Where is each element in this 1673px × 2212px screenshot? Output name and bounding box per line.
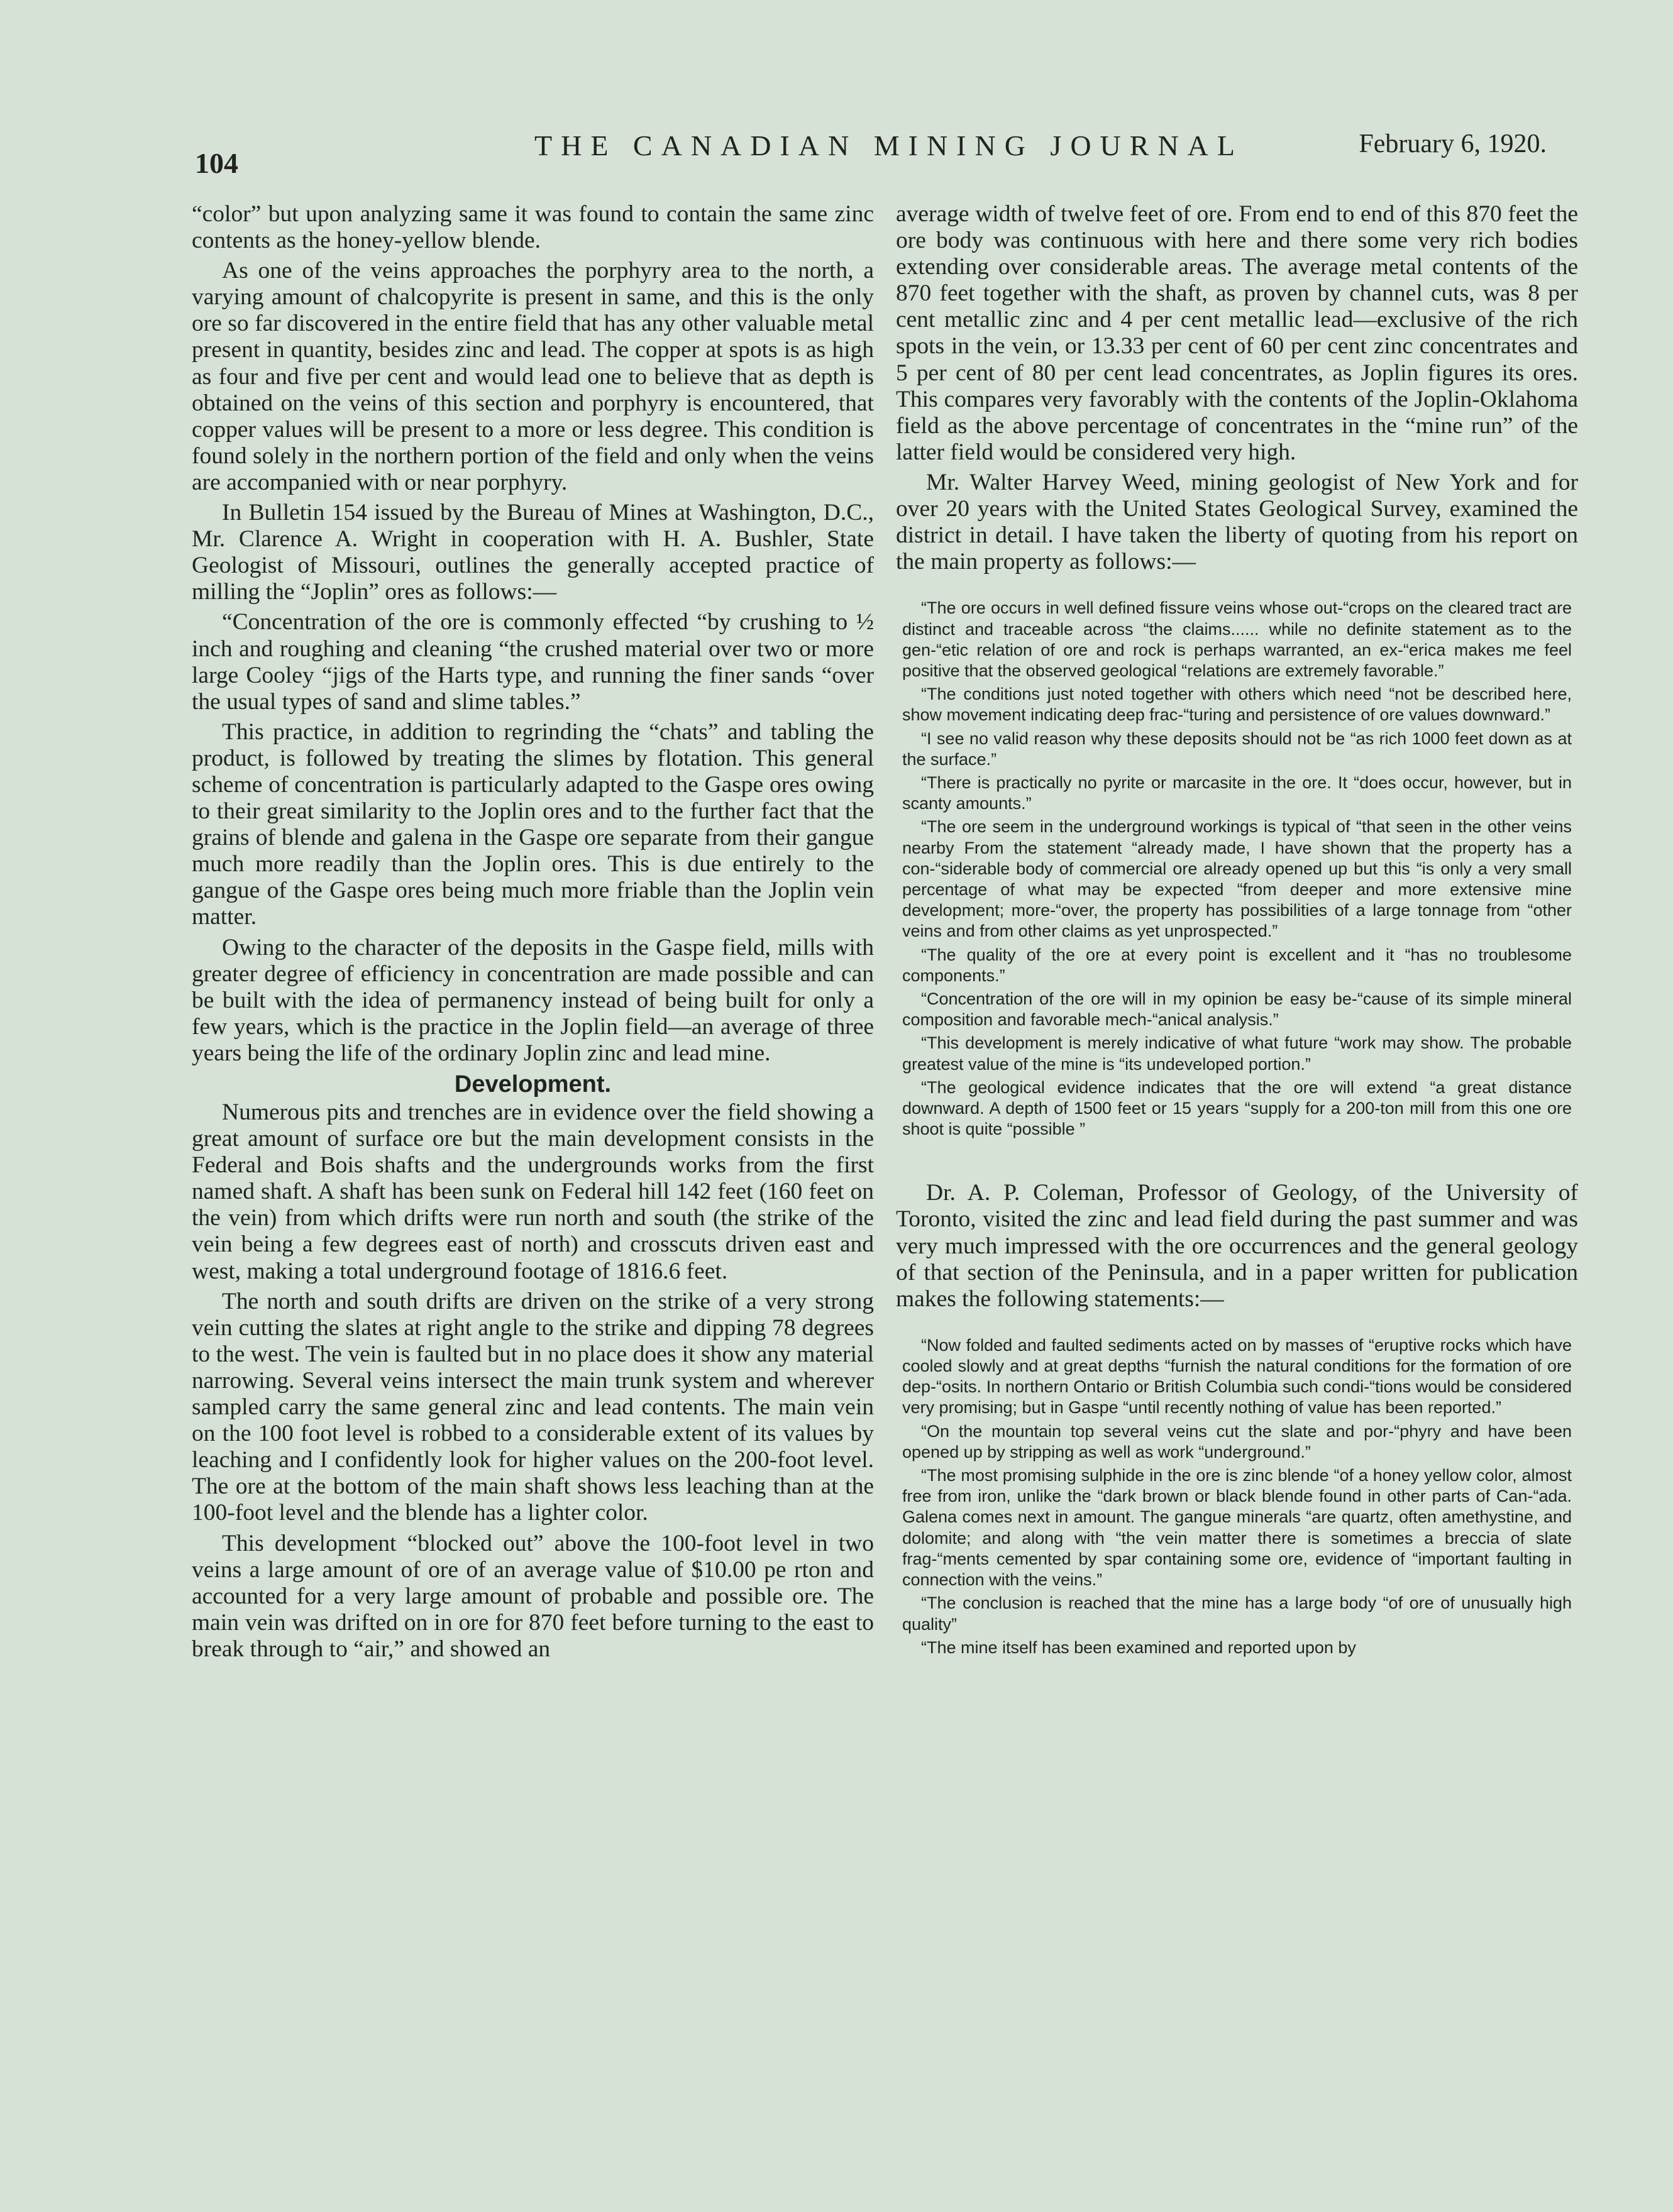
left-column — [192, 201, 874, 1666]
quote-paragraph: “On the mountain top several veins cut the slate and por-“phyry and have been opened up by stripping as well as work “underground.” — [902, 1421, 1572, 1461]
quote-paragraph: “The conclusion is reached that the mine has a large body “of ore of unusually high quality” — [902, 1593, 1572, 1634]
section-heading: Development. — [454, 1071, 612, 1098]
quote-paragraph: “The mine itself has been examined and reported upon by — [921, 1637, 1356, 1657]
quote-paragraph: “I see no valid reason why these deposits should not be “as rich 1000 feet down as at the surface.” — [902, 729, 1572, 769]
paragraph: “color” but upon analyzing same it was found to contain the same zinc contents as the honey-yellow blende. — [192, 201, 874, 254]
weed-quote-block — [902, 598, 1572, 1140]
paragraph: In Bulletin 154 issued by the Bureau of Mines at Washington, D.C., Mr. Clarence A. Wright in cooperation with H. A. Bushler, State Geologist of Missouri, outlines the generally accepted practice of milling the “Joplin” ores as follows:— — [192, 500, 874, 605]
quote-paragraph: “The ore seem in the underground workings is typical of “that seen in the other veins nearby From the statement “already made, I have shown that the property has a con-“siderable body of commercial ore already opened up but this “is only a very small percentage of what may be expected “from deeper and more extensive mine development; more-“over, the property has possibilities of a large tonnage from “other veins and from other claims as yet unprospected.” — [902, 817, 1572, 941]
paragraph: This development “blocked out” above the 100-foot level in two veins a large amount of ore of an average value of $10.00 pe rton and accounted for a very large amount of probable and possible ore. The main vein was drifted on in ore for 870 feet before turning to the east to break through to “air,” and showed an — [192, 1530, 874, 1662]
paragraph: average width of twelve feet of ore. From end to end of this 870 feet the ore body was continuous with here and there some very rich bodies extending over considerable areas. The average metal contents of the 870 feet together with the shaft, as proven by channel cuts, was 8 per cent metallic zinc and 4 per cent metallic lead—exclusive of the rich spots in the vein, or 13.33 per cent of 60 per cent zinc concentrates and 5 per cent of 80 per cent lead concentrates, as Joplin figures its ores. This compares very favorably with the contents of the Joplin-Oklahoma field as the above percentage of concentrates in the “mine run” of the latter field would be considered very high. — [896, 201, 1578, 465]
quote-paragraph: “This development is merely indicative of what future “work may show. The probable greatest value of the mine is “its undeveloped portion.” — [902, 1033, 1572, 1074]
paragraph: The north and south drifts are driven on the strike of a very strong vein cutting the slates at right angle to the strike and dipping 78 degrees to the west. The vein is faulted but in no place does it show any material narrowing. Several veins intersect the main trunk system and wherever sampled carry the same general zinc and lead contents. The main vein on the 100 foot level is robbed to a considerable extent of its values by leaching and I confidently look for higher values on the 200-foot level. The ore at the bottom of the main shaft shows less leaching than at the 100-foot level and the blende has a lighter color. — [192, 1288, 874, 1526]
paragraph: Numerous pits and trenches are in evidence over the field showing a great amount of surface ore but the main development consists in the Federal and Bois shafts and the undergrounds works from the first named shaft. A shaft has been sunk on Federal hill 142 feet (160 feet on the vein) from which drifts were run north and south (the strike of the vein being a few degrees east of north) and crosscuts driven east and west, making a total underground footage of 1816.6 feet. — [192, 1099, 874, 1284]
journal-title: THE CANADIAN MINING JOURNAL — [534, 129, 1244, 162]
paragraph: Mr. Walter Harvey Weed, mining geologist of New York and for over 20 years with the United States Geological Survey, examined the district in detail. I have taken the liberty of quoting from his report on the main property as follows:— — [896, 469, 1578, 575]
paragraph: Dr. A. P. Coleman, Professor of Geology, of the University of Toronto, visited the zinc and lead field during the past summer and was very much impressed with the ore occurrences and the general geology of that section of the Peninsula, and in a paper written for publication makes the following statements:— — [896, 1180, 1578, 1312]
quote-paragraph: “Concentration of the ore will in my opinion be easy be-“cause of its simple mineral composition and favorable mech-“anical analysis.” — [902, 989, 1572, 1030]
page-header — [195, 129, 1547, 179]
paragraph: As one of the veins approaches the porphyry area to the north, a varying amount of chalcopyrite is present in same, and this is the only ore so far discovered in the entire field that has any other valuable metal present in quantity, besides zinc and lead. The copper at spots is as high as four and five per cent and would lead one to believe that as depth is obtained on the veins of this section and porphyry is encountered, that copper values will be present to a more or less degree. This condition is found solely in the northern portion of the field and only when the veins are accompanied with or near porphyry. — [192, 258, 874, 495]
paragraph: “Concentration of the ore is commonly effected “by crushing to ½ inch and roughing and cleaning “the crushed material over two or more large Cooley “jigs of the Harts type, and running the finer sands “over the usual types of sand and slime tables.” — [192, 609, 874, 715]
coleman-quote-block — [902, 1335, 1572, 1658]
quote-paragraph: “The most promising sulphide in the ore is zinc blende “of a honey yellow color, almost free from iron, unlike the “dark brown or black blende found in other parts of Can-“ada. Galena comes next in amount. The gangue minerals “are quartz, often amethystine, and dolomite; and along with “the vein matter there is sometimes a breccia of slate frag-“ments cemented by spar containing some ore, evidence of “important faulting in connection with the veins.” — [902, 1466, 1572, 1590]
quote-paragraph: “There is practically no pyrite or marcasite in the ore. It “does occur, however, but in scanty amounts.” — [902, 773, 1572, 813]
page-number: 104 — [195, 147, 238, 179]
quote-paragraph: “Now folded and faulted sediments acted on by masses of “eruptive rocks which have cooled slowly and at great depths “furnish the natural conditions for the formation of ore dep-“osits. In northern Ontario or British Columbia such condi-“tions would be considered very promising; but in Gaspe “until recently nothing of value has been reported.” — [902, 1335, 1572, 1417]
quote-paragraph: “The quality of the ore at every point is excellent and it “has no troublesome components.” — [902, 945, 1572, 985]
right-column — [896, 201, 1578, 1661]
issue-date: February 6, 1920. — [1359, 129, 1547, 158]
quote-paragraph: “The ore occurs in well defined fissure veins whose out-“crops on the cleared tract are distinct and traceable across “the claims...... while no definite statement as to the gen-“etic relation of ore and rock is perhaps warranted, an ex-“erica makes me feel positive that the observed geological “relations are extremely favorable.” — [902, 598, 1572, 680]
paragraph: This practice, in addition to regrinding the “chats” and tabling the product, is followed by treating the slimes by flotation. This general scheme of concentration is particularly adapted to the Gaspe ores owing to their great similarity to the Joplin ores and to the further fact that the grains of blende and galena in the Gaspe ore separate from their gangue much more readily than the Joplin ores. This is due entirely to the gangue of the Gaspe ores being much more friable than the Joplin vein matter. — [192, 718, 874, 930]
quote-paragraph: “The conditions just noted together with others which need “not be described here, show movement indicating deep frac-“turing and persistence of ore values downward.” — [902, 685, 1572, 725]
paragraph: Owing to the character of the deposits in the Gaspe field, mills with greater degree of efficiency in concentration are made possible and can be built with the idea of permanency instead of being built for only a few years, which is the practice in the Joplin field—an average of three years being the life of the ordinary Joplin zinc and lead mine. — [192, 934, 874, 1066]
quote-paragraph: “The geological evidence indicates that the ore will extend “a great distance downward. A depth of 1500 feet or 15 years “supply for a 200-ton mill from this one ore shoot is quite “possible ” — [902, 1077, 1572, 1139]
